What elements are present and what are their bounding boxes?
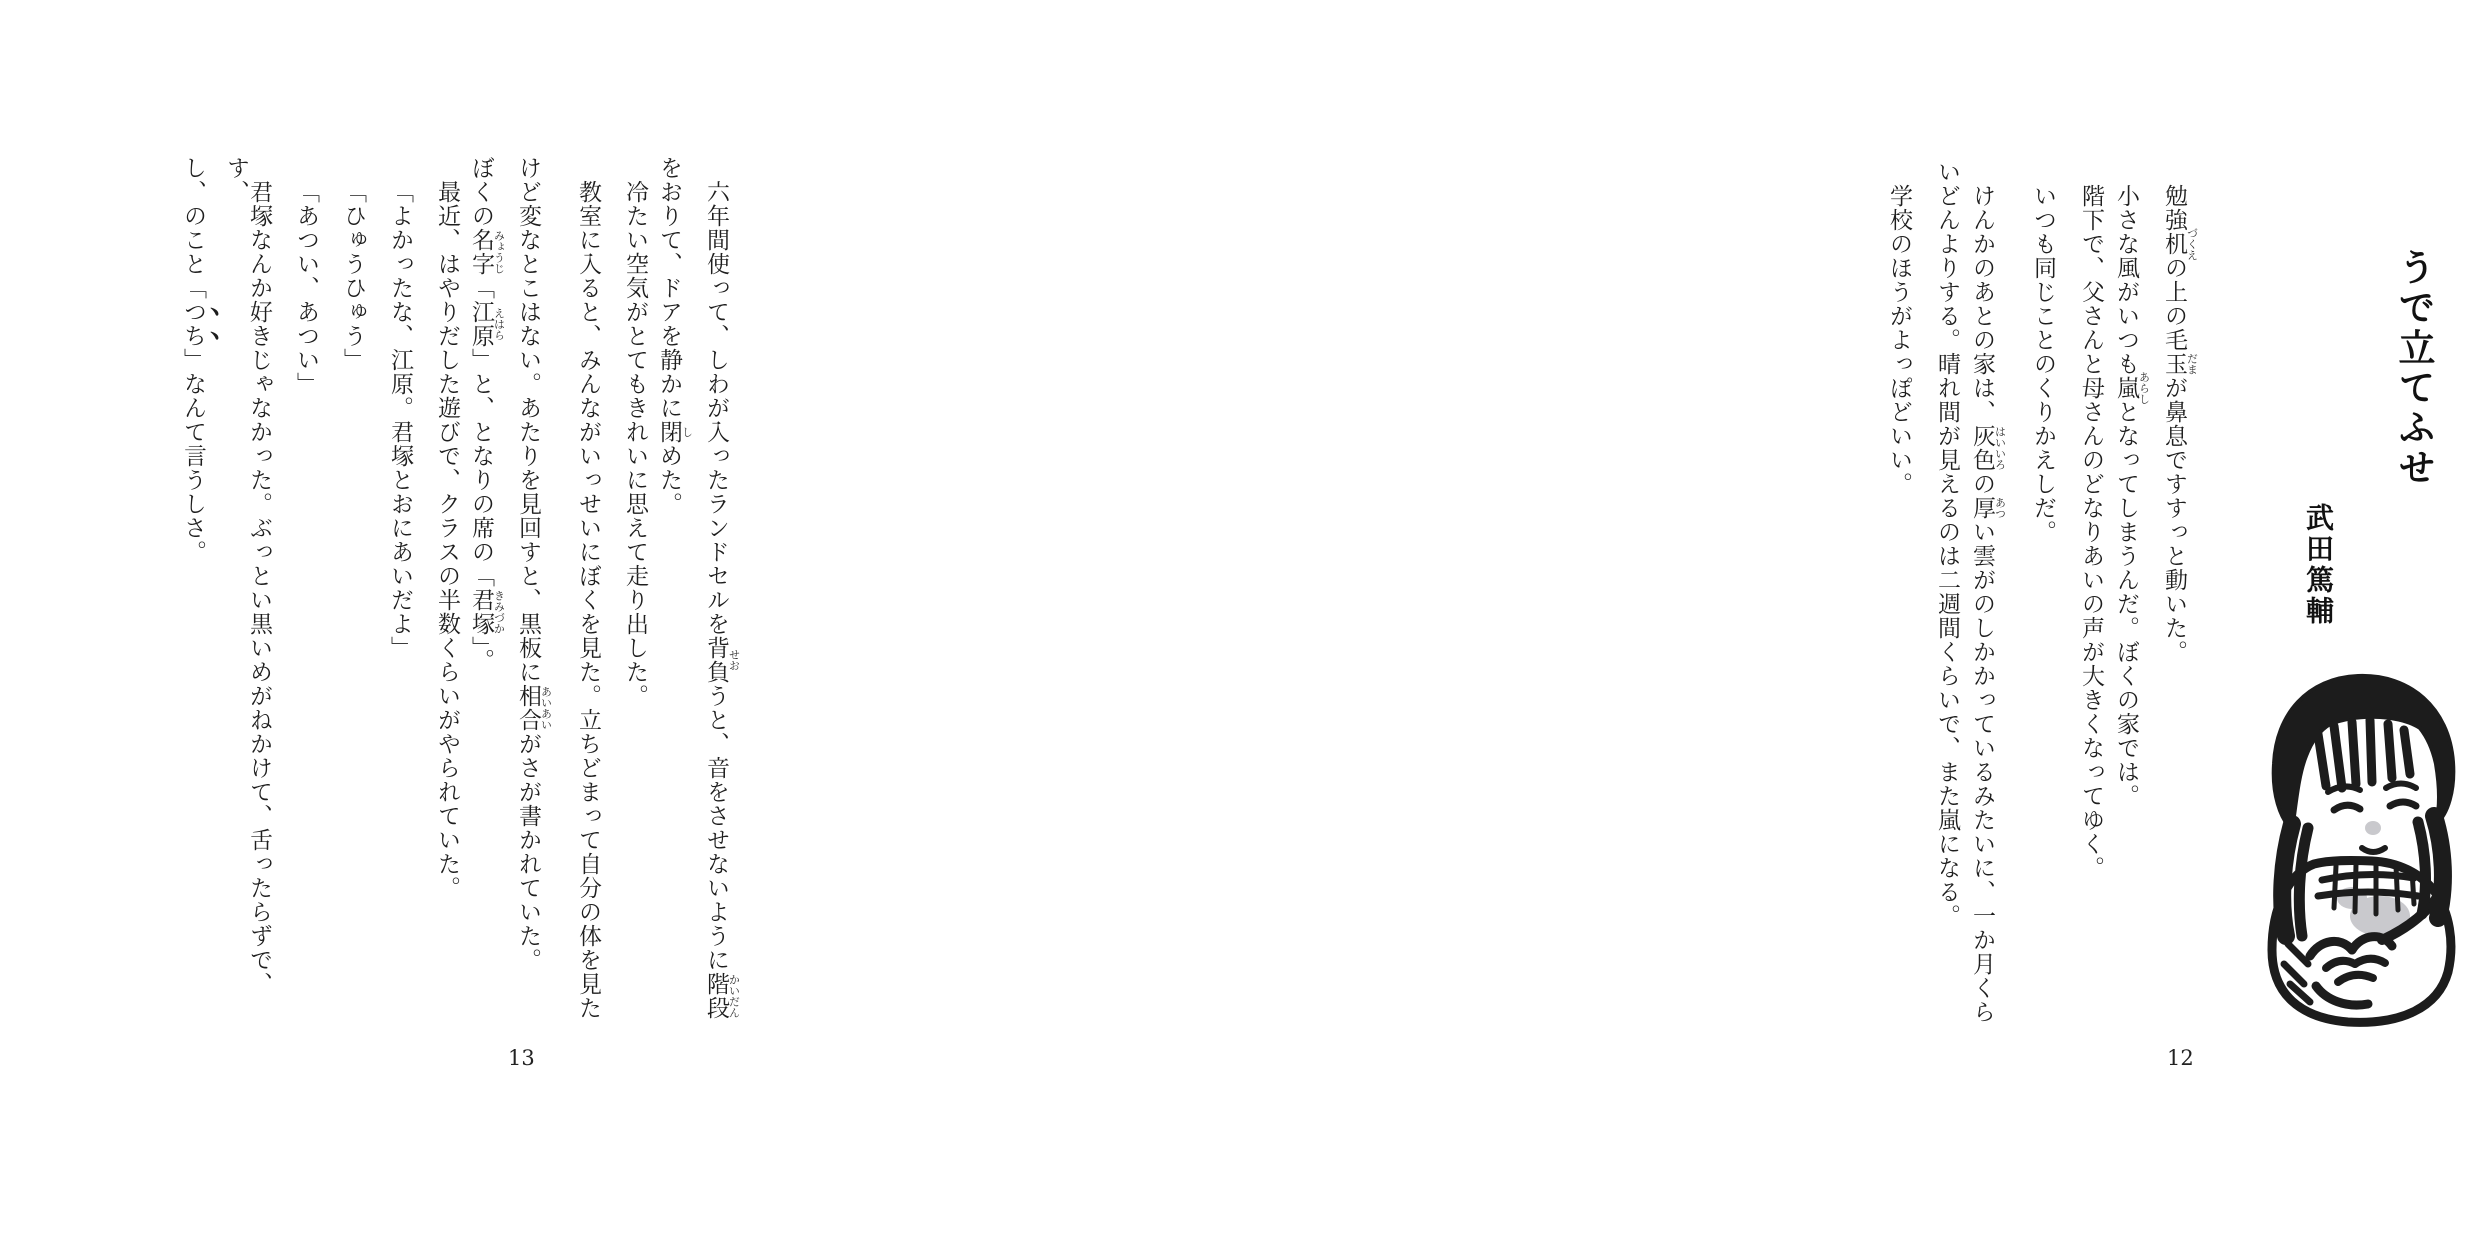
text-line: 勉強机づくえの上の毛玉だまが鼻息ですすっと動いた。 xyxy=(2161,184,2199,664)
text-line: いどんよりする。晴れ間が見えるのは二週間くらいで、また嵐になる。 xyxy=(1934,160,1960,928)
child-illustration xyxy=(2252,664,2474,1026)
text-line: 最近、はやりだした遊びで、クラスの半数くらいがやられていた。 xyxy=(434,180,460,900)
text-line: 小さな風がいつも嵐あらしとなってしまうんだ。ぼくの家では。 xyxy=(2113,184,2151,808)
page-12-text xyxy=(1862,160,2198,1032)
text-line: 六年間使って、しわが入ったランドセルを背負せおうと、音をさせないように階段かいだん xyxy=(703,180,741,1020)
text-line: 教室に入ると、みんながいっせいにぼくを見た。立ちどまって自分の体を見た xyxy=(575,180,601,1020)
page-12 xyxy=(874,0,2436,1236)
story-title: うで立てふせ xyxy=(2392,248,2436,488)
page-12-number: 12 xyxy=(2167,1046,2194,1070)
emphasized-text: つち xyxy=(180,300,206,348)
text-line: 学校のほうがよっぽどいい。 xyxy=(1886,184,1912,496)
text-line: ぼくの名字みょうじ「江原えはら」と、となりの席の「君塚きみづか」。 xyxy=(468,156,506,673)
text-line: 「よかったな、江原。君塚とおにあいだよ」 xyxy=(387,180,413,660)
text-line: をおりて、ドアを静かに閉しめた。 xyxy=(656,156,694,516)
text-line: 君塚なんか好きじゃなかった。ぶっとい黒いめがねかけて、舌ったらずで、す、 xyxy=(223,156,272,996)
text-line: 冷たい空気がとてもきれいに思えて走り出した。 xyxy=(622,180,648,708)
page-13 xyxy=(0,0,874,1236)
text-line: し、のこと「つち」なんて言うしさ。 xyxy=(180,156,206,564)
page-13-number: 13 xyxy=(508,1046,535,1070)
text-line: 「ひゅうひゅう」 xyxy=(340,180,366,372)
story-author: 武田篤輔 xyxy=(2302,503,2335,627)
text-line: 「あつい、あつい」 xyxy=(293,180,319,396)
text-line: けんかのあとの家は、灰色はいいろの厚あつい雲がのしかかっているみたいに、一か月くら xyxy=(1969,184,2007,1024)
page-13-text xyxy=(176,156,740,1036)
text-line: けど変なとこはない。あたりを見回すと、黒板に相合あいあいがさが書かれていた。 xyxy=(515,156,553,972)
text-line: いつも同じことのくりかえしだ。 xyxy=(2030,184,2056,544)
text-line: 階下で、父さんと母さんのどなりあいの声が大きくなってゆく。 xyxy=(2078,184,2104,880)
